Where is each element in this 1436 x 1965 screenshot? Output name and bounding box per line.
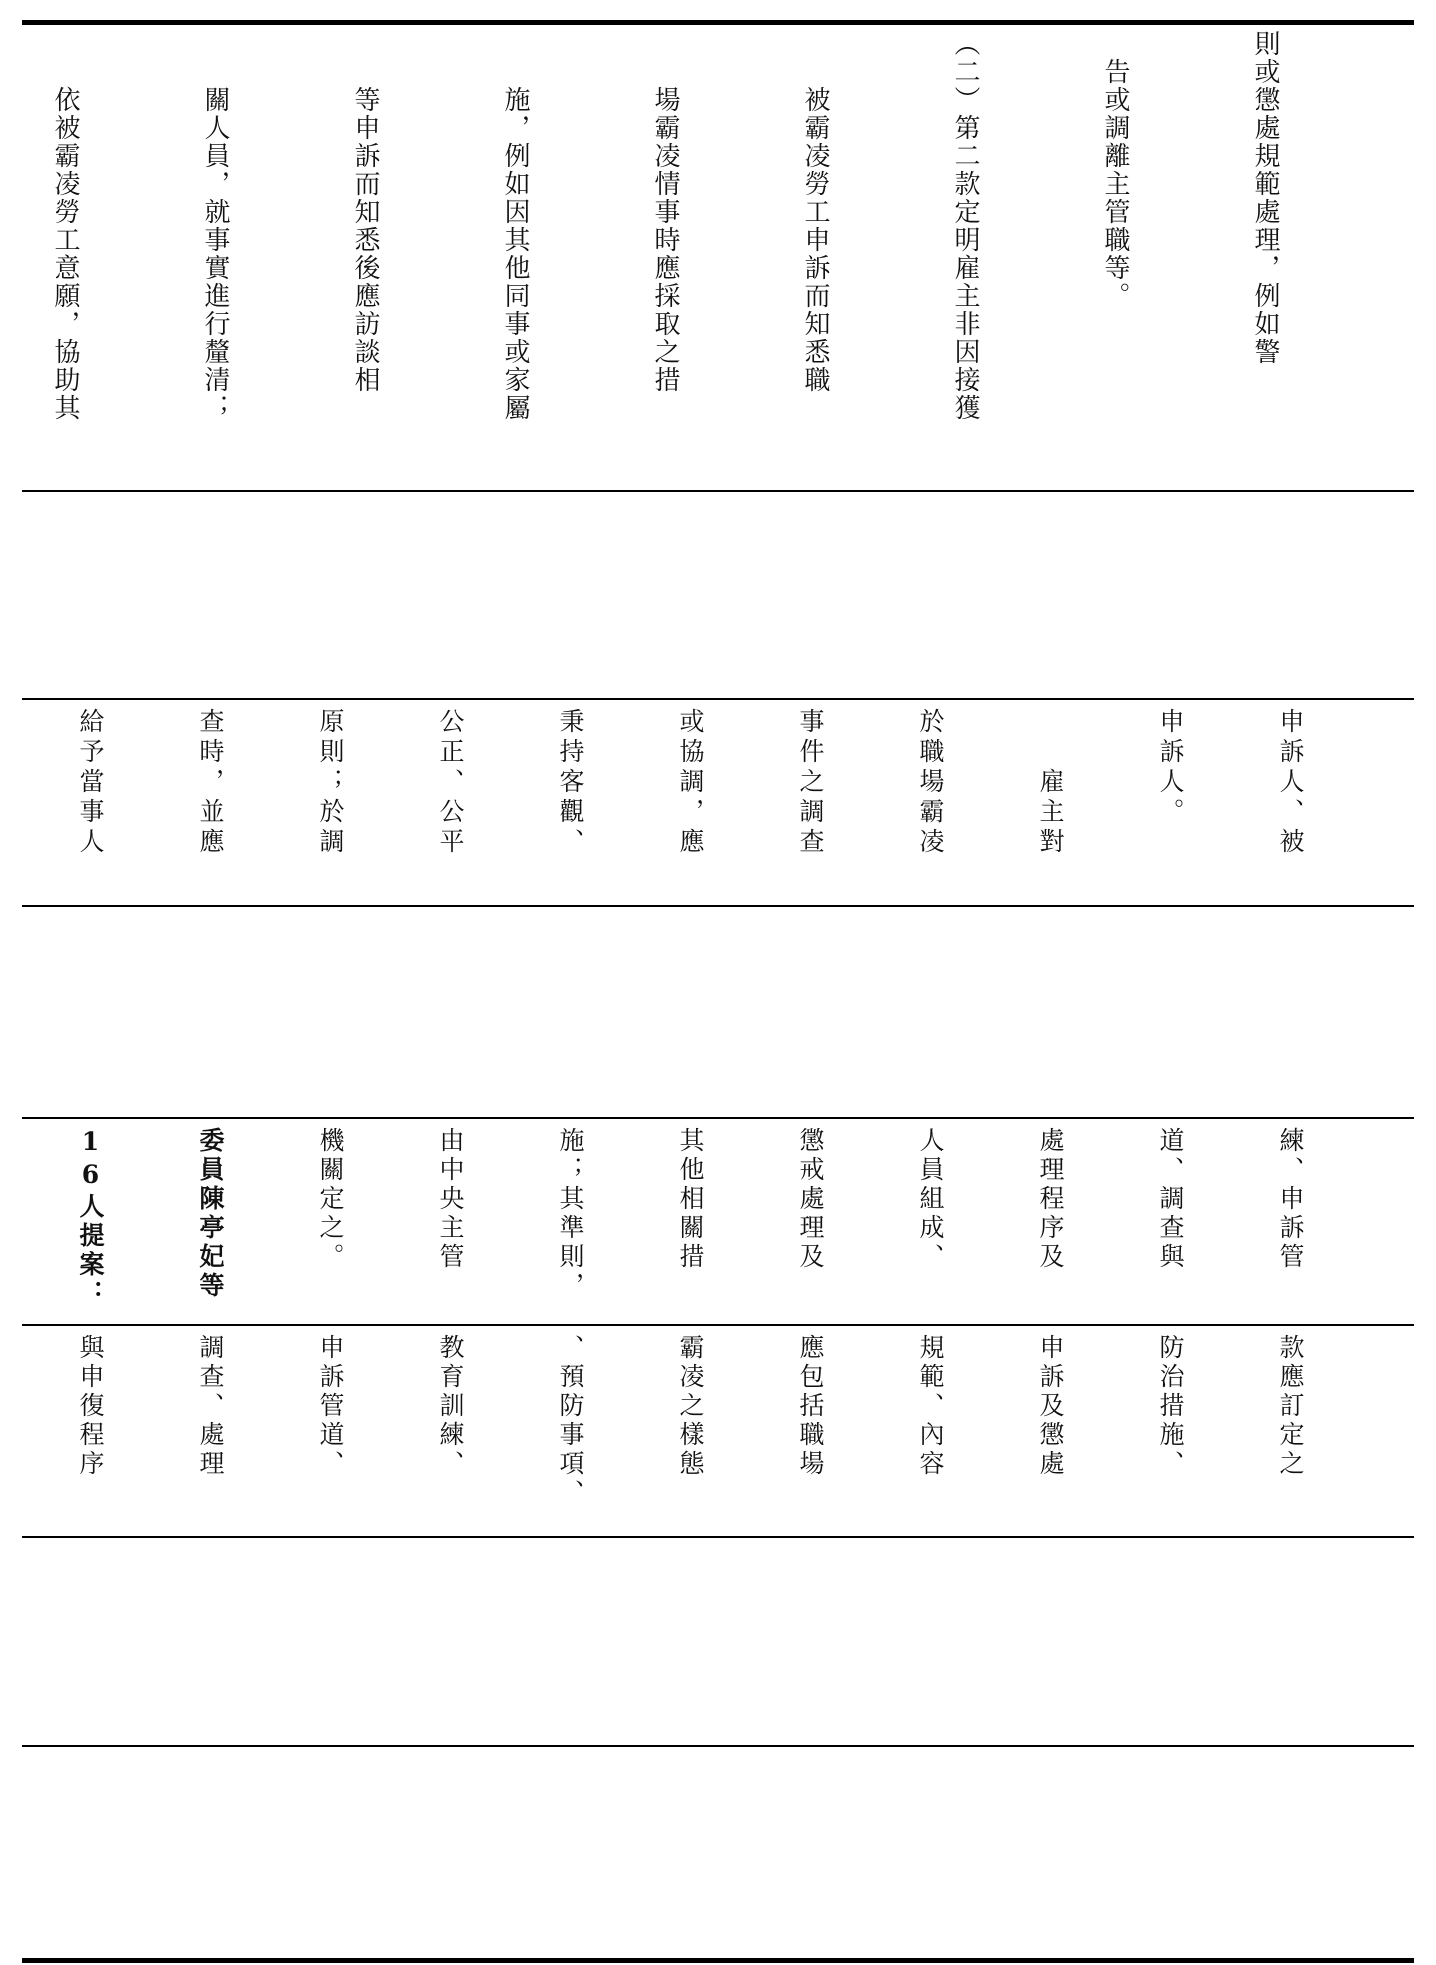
text-line: 事件之調查 <box>796 708 825 858</box>
text-line: 其他相關措 <box>676 1127 705 1272</box>
text-line: 霸凌之樣態 <box>676 1334 705 1479</box>
text-line: 應包括職場 <box>796 1334 825 1479</box>
text-line: 、預防事項、 <box>556 1334 585 1508</box>
text-line: 關人員，就事實進行釐清； <box>200 30 230 422</box>
text-line: 練、申訴管 <box>1276 1127 1305 1272</box>
text-line: 查時，並應 <box>196 708 225 858</box>
text-line: 款應訂定之 <box>1276 1334 1305 1479</box>
text-line: 秉持客觀、 <box>556 708 585 858</box>
text-line: 由中央主管 <box>436 1127 465 1272</box>
text-line: 申訴人、被 <box>1276 708 1305 858</box>
text-line: 或協調，應 <box>676 708 705 858</box>
text-line: 申訴及懲處 <box>1036 1334 1065 1479</box>
text-line: 人員組成、 <box>916 1127 945 1272</box>
text-line: 與申復程序 <box>76 1334 105 1479</box>
text-line: 被霸凌勞工申訴而知悉職 <box>800 30 830 394</box>
text-line: 規範、內容 <box>916 1334 945 1479</box>
text-line: 教育訓練、 <box>436 1334 465 1479</box>
proposal-label: 16人提案： <box>76 1127 105 1309</box>
text-line: 公正、公平 <box>436 708 465 858</box>
proposer-name: 委員陳亭妃等 <box>196 1127 225 1301</box>
row-divider <box>22 1745 1414 1747</box>
text-line: 雇主對 <box>1036 708 1065 858</box>
text-line: 防治措施、 <box>1156 1334 1185 1479</box>
text-line: （二）第二款定明雇主非因接獲 <box>950 30 980 422</box>
text-line: 依被霸凌勞工意願，協助其 <box>50 30 80 422</box>
top-border <box>22 20 1414 25</box>
explanation-text-block <box>50 30 1390 485</box>
existing-text-block <box>76 1334 1390 1529</box>
row-divider <box>22 1324 1414 1326</box>
article-text-block <box>76 708 1390 898</box>
row-divider <box>22 698 1414 700</box>
text-line: 申訴管道、 <box>316 1334 345 1479</box>
row-divider <box>22 1536 1414 1538</box>
row-divider <box>22 1117 1414 1119</box>
row-divider <box>22 490 1414 492</box>
text-line: 處理程序及 <box>1036 1127 1065 1272</box>
text-line: 機關定之。 <box>316 1127 345 1272</box>
text-line: 於職場霸凌 <box>916 708 945 858</box>
text-line: 申訴人。 <box>1156 708 1185 828</box>
bottom-border <box>22 1958 1414 1963</box>
text-line: 調查、處理 <box>196 1334 225 1479</box>
text-line: 施，例如因其他同事或家屬 <box>500 30 530 422</box>
text-line: 施；其準則， <box>556 1127 585 1301</box>
proposal-text-block <box>70 1127 1390 1322</box>
text-line: 道、調查與 <box>1156 1127 1185 1272</box>
text-line: 原則；於調 <box>316 708 345 858</box>
text-line: 懲戒處理及 <box>796 1127 825 1272</box>
text-line: 給予當事人 <box>76 708 105 858</box>
text-line: 等申訴而知悉後應訪談相 <box>350 30 380 394</box>
text-line: 則或懲處規範處理，例如警 <box>1250 30 1280 366</box>
text-line: 告或調離主管職等。 <box>1100 30 1130 310</box>
row-divider <box>22 905 1414 907</box>
text-line: 場霸凌情事時應採取之措 <box>650 30 680 394</box>
